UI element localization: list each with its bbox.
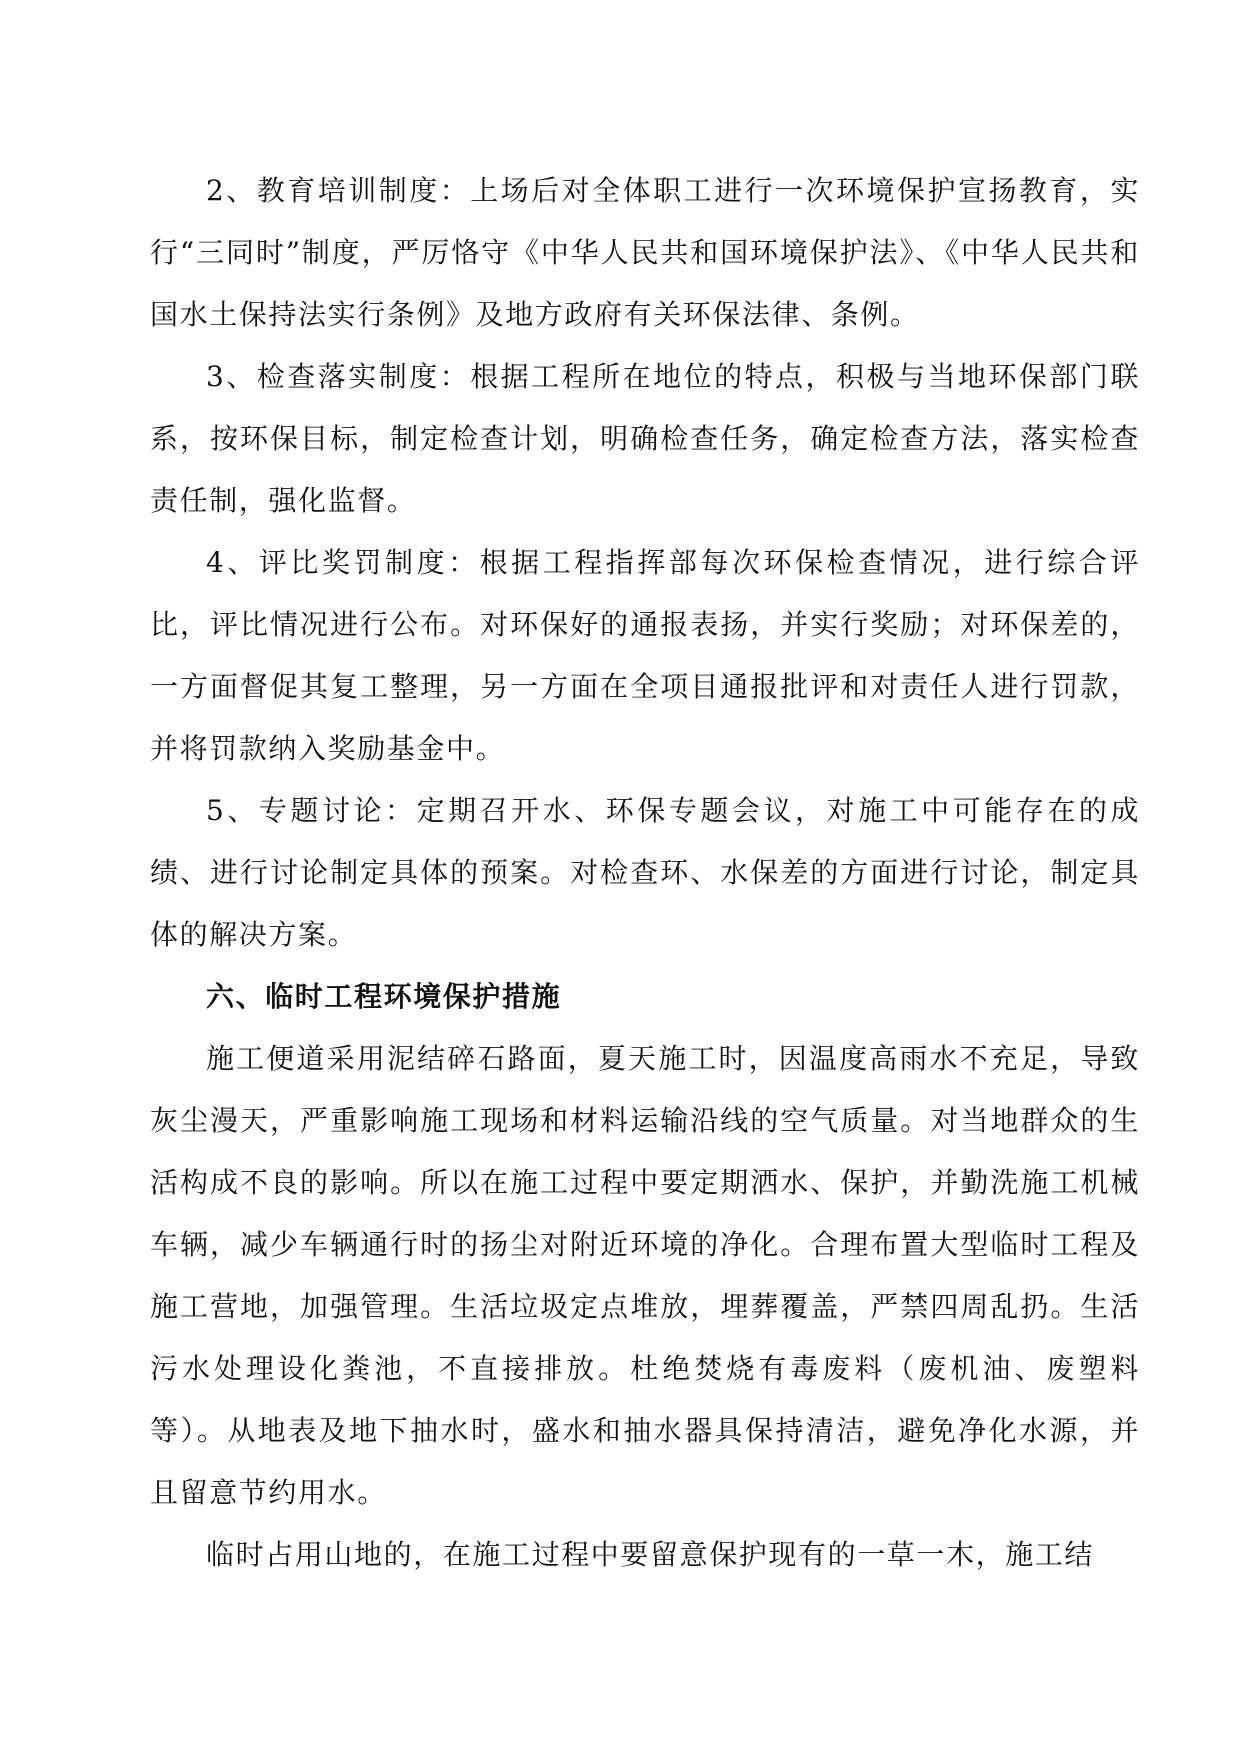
paragraph-temporary-roads: 施工便道采用泥结碎石路面，夏天施工时，因温度高雨水不充足，导致灰尘漫天，严重影响施工现场和材料运输沿线的空气质量。对当地群众的生活构成不良的影响。所以在施工过程中要定期洒水、保护，并勤洗施工机械车辆，减少车辆通行时的扬尘对附近环境的净化。合理布置大型临时工程及施工营地，加强管理。生活垃圾定点堆放，埋葬覆盖，严禁四周乱扔。生活污水处理设化粪池，不直接排放。杜绝焚烧有毒废料（废机油、废塑料等）。从地表及地下抽水时，盛水和抽水器具保持清洁，避免净化水源，并且留意节约用水。 <box>150 1042 1140 1509</box>
section-heading: 六、临时工程环境保护措施 <box>206 980 562 1013</box>
paragraph-evaluation-rewards: 4、评比奖罚制度：根据工程指挥部每次环保检查情况，进行综合评比，评比情况进行公布。对环保好的通报表扬，并实行奖励；对环保差的，一方面督促其复工整理，另一方面在全项目通报批评和对责任人进行罚款，并将罚款纳入奖励基金中。 <box>150 546 1140 765</box>
document-body <box>150 160 1140 1586</box>
paragraph-education-training: 2、教育培训制度：上场后对全体职工进行一次环境保护宣扬教育，实行“三同时”制度，严厉恪守《中华人民共和国环境保护法》、《中华人民共和国水土保持法实行条例》及地方政府有关环保法律、条例。 <box>150 174 1140 331</box>
paragraph-temporary-land: 临时占用山地的，在施工过程中要留意保护现有的一草一木，施工结 <box>206 1538 1095 1571</box>
paragraph-special-discussion: 5、专题讨论：定期召开水、环保专题会议，对施工中可能存在的成绩、进行讨论制定具体的预案。对检查环、水保差的方面进行讨论，制定具体的解决方案。 <box>150 794 1140 951</box>
paragraph-inspection: 3、检查落实制度：根据工程所在地位的特点，积极与当地环保部门联系，按环保目标，制定检查计划，明确检查任务，确定检查方法，落实检查责任制，强化监督。 <box>150 360 1140 517</box>
